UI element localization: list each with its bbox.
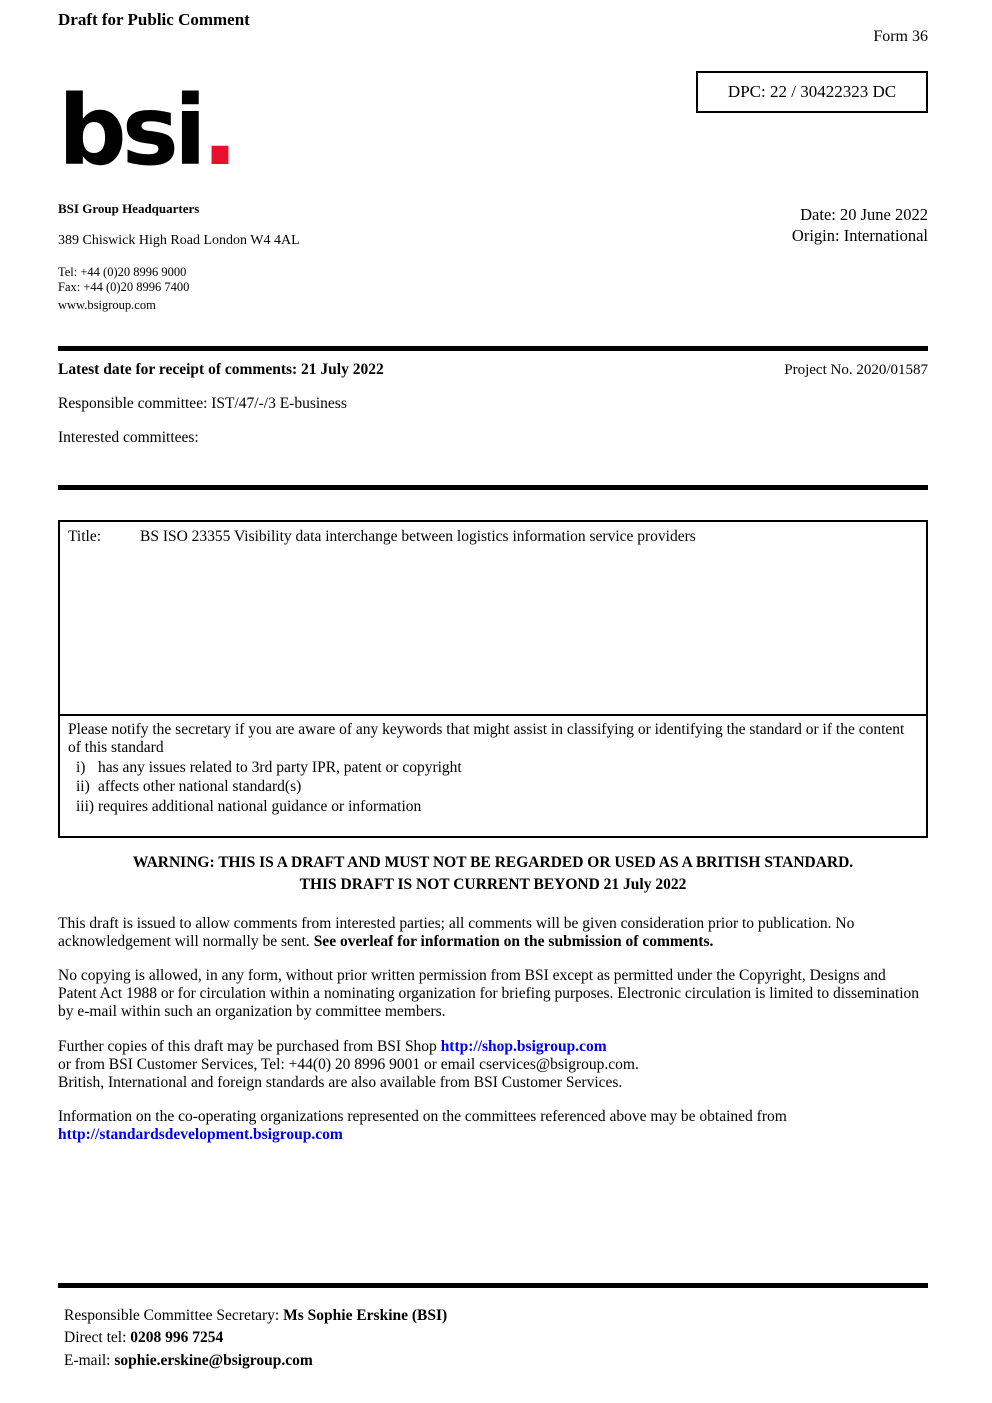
- divider-bar-top: [58, 346, 928, 351]
- paragraph-copyright: No copying is allowed, in any form, without prior written permission from BSI except as permitted under the Copyright, Designs and Patent Act 1988 or for circulation within a nominating organization for briefing purposes. Electronic circulation is limited to dissemination by e-mail within such an organization by committee members.: [58, 967, 920, 1021]
- keyword-item-text: requires additional national guidance or information: [98, 798, 422, 816]
- purchase-text: Further copies of this draft may be purchased from BSI Shop: [58, 1037, 441, 1055]
- header-row: [58, 71, 928, 313]
- hq-address: 389 Chiswick High Road London W4 4AL: [58, 233, 300, 248]
- bsi-logo: [58, 75, 300, 187]
- date-origin-block: [696, 205, 928, 246]
- top-line: [58, 8, 928, 46]
- direct-tel-label: Direct tel:: [64, 1329, 131, 1347]
- warning-line-1: WARNING: THIS IS A DRAFT AND MUST NOT BE REGARDED OR USED AS A BRITISH STANDARD.: [132, 854, 854, 871]
- header-left-column: [58, 71, 300, 313]
- origin-label: Origin: International: [791, 225, 928, 245]
- keywords-intro: Please notify the secretary if you are aware of any keywords that might assist in classifying or identifying the standard or if the content of this standard: [68, 721, 905, 756]
- purchase-line-1: [58, 1038, 928, 1056]
- date-label: Date: 20 June 2022: [800, 205, 928, 224]
- latest-date-label: Latest date for receipt of comments: 21 July 2022: [58, 361, 384, 378]
- responsible-committee-label: Responsible committee: IST/47/-/3 E-business: [58, 395, 347, 412]
- interested-committees-label: Interested committees:: [58, 429, 199, 446]
- email-value: sophie.erskine@bsigroup.com: [114, 1351, 313, 1369]
- dpc-number-box: [696, 71, 928, 113]
- keywords-box: [58, 714, 928, 838]
- bsi-logo-dot: .: [201, 75, 234, 187]
- bsi-shop-link[interactable]: http://shop.bsigroup.com: [440, 1037, 607, 1055]
- bsi-logo-text: bsi: [58, 75, 202, 187]
- draft-for-public-comment-label: Draft for Public Comment: [58, 10, 250, 29]
- warning-block: [58, 852, 928, 897]
- hq-website: www.bsigroup.com: [58, 298, 156, 312]
- paragraph-purchase: [58, 1038, 928, 1092]
- dpc-number: DPC: 22 / 30422323 DC: [727, 82, 897, 101]
- header-right-column: [696, 71, 928, 313]
- keyword-item-number: iii): [76, 798, 95, 816]
- keyword-item-text: affects other national standard(s): [98, 778, 302, 796]
- keyword-item-number: ii): [76, 778, 90, 796]
- keyword-item: [68, 798, 918, 816]
- title-text: BS ISO 23355 Visibility data interchange between logistics information service providers: [140, 528, 696, 545]
- direct-tel-value: 0208 996 7254: [130, 1329, 224, 1347]
- purchase-line-3: British, International and foreign standards are also available from BSI Customer Services.: [58, 1073, 623, 1091]
- draft-comments-text: This draft is issued to allow comments from interested parties; all comments will be given consideration prior to publication. No acknowledgement will normally be sent.: [58, 914, 855, 951]
- see-overleaf-text: See overleaf for information on the submission of comments.: [313, 933, 714, 951]
- footer-secretary-block: [64, 1305, 447, 1372]
- email-label: E-mail:: [64, 1351, 115, 1369]
- divider-bar-middle: [58, 485, 928, 490]
- hq-tel: Tel: +44 (0)20 8996 9000: [58, 265, 187, 279]
- paragraph-cooperating-organizations: [58, 1108, 928, 1144]
- keyword-item-text: has any issues related to 3rd party IPR, patent or copyright: [98, 758, 462, 776]
- project-number-label: Project No. 2020/01587: [784, 362, 928, 378]
- purchase-line-2: or from BSI Customer Services, Tel: +44(0) 20 8996 9001 or email cservices@bsigroup.com.: [58, 1055, 639, 1073]
- divider-bar-bottom: [58, 1283, 928, 1288]
- form-number-label: Form 36: [873, 28, 928, 45]
- cooperating-text: Information on the co-operating organizations represented on the committees referenced above may be obtained from: [58, 1107, 787, 1125]
- direct-tel-line: [64, 1327, 447, 1349]
- hq-fax: Fax: +44 (0)20 8996 7400: [58, 280, 190, 294]
- title-label: Title:: [68, 528, 102, 545]
- title-box: [58, 520, 928, 716]
- hq-contact-block: [58, 265, 300, 295]
- secretary-label: Responsible Committee Secretary:: [64, 1307, 284, 1324]
- hq-title: BSI Group Headquarters: [58, 201, 200, 216]
- secretary-line: [64, 1305, 447, 1327]
- keyword-item-number: i): [76, 758, 86, 776]
- email-line: [64, 1350, 447, 1372]
- keyword-item: [68, 759, 918, 777]
- warning-line-2: THIS DRAFT IS NOT CURRENT BEYOND 21 July 2022: [299, 876, 687, 894]
- paragraph-draft-comments: [58, 915, 928, 951]
- meta-row: [58, 361, 928, 379]
- standards-development-link[interactable]: http://standardsdevelopment.bsigroup.com: [58, 1126, 343, 1144]
- secretary-name: Ms Sophie Erskine (BSI): [283, 1307, 448, 1324]
- keyword-item: [68, 778, 918, 796]
